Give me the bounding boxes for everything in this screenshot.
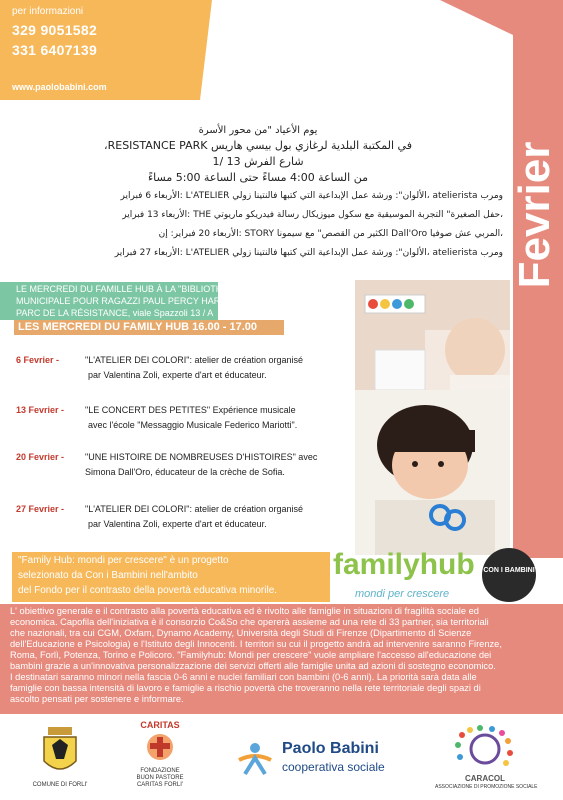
comune-forli-logo: COMUNE DI FORLI': [30, 725, 90, 790]
photo-girl-with-scissors: [355, 390, 510, 555]
location-line-3: PARC DE LA RÉSISTANCE, viale Spazzoli 13 / A: [16, 308, 214, 318]
con-i-bambini-badge: CON I BAMBINI: [482, 548, 536, 602]
paolo-babini-name: Paolo Babini: [282, 740, 379, 757]
arabic-event-4: ومرب atelierista ،الألوان": ورشة عمل الإبداعية التي كتبها فالنتينا زولي L'ATELIER :الأربعاء 27 فبراير: [114, 248, 503, 258]
event-desc-2: avec l'école "Messaggio Musicale Federico Mariotti".: [88, 420, 298, 430]
event-title-2: "LE CONCERT DES PETITES" Expérience musicale: [85, 405, 296, 415]
location-line-2: MUNICIPALE POUR RAGAZZI PAUL PERCY HARRIS",: [16, 296, 241, 306]
project-line-2: selezionato da Con i Bambini nell'ambito: [18, 570, 198, 581]
event-date-4: 27 Fevrier -: [16, 504, 65, 514]
description-line-2: economica. Capofila dell'iniziativa è il consorzio Co&So che opererà assieme ad una rete di 33 partner, sia territoriali: [10, 617, 489, 627]
info-label: per informazioni: [12, 6, 84, 17]
arabic-event-3: ،المربي عش صوفيا Dall'Oro الكثير من القصص" مع سيمونا STORY :الأربعاء 20 فبراير: إن: [158, 229, 503, 239]
arabic-line-3: شارع الفرش 13 /1: [212, 155, 304, 168]
phone-number-1: 329 9051582: [12, 22, 98, 38]
event-date-2: 13 Fevrier -: [16, 405, 65, 415]
event-date-1: 6 Fevrier -: [16, 355, 60, 365]
familyhub-logo: familyhub: [333, 548, 475, 581]
paolo-babini-icon: [235, 738, 275, 778]
familyhub-tagline: mondi per crescere: [355, 588, 450, 600]
month-title: Fevrier: [510, 141, 559, 289]
paolo-babini-subtitle: cooperativa sociale: [282, 760, 385, 774]
arabic-event-1: ومرب atelierista ،الألوان": ورشة عمل الإبداعية التي كتبها فالنتينا زولي L'ATELIER :الأربعاء 6 فبراير: [120, 191, 503, 201]
description-line-5: Roma, Forlì, Potenza, Torino e Policoro. "Familyhub: Mondi per crescere" vuole ampliare l'accesso all'educazione dei: [10, 650, 492, 660]
schedule-title: LES MERCREDI DU FAMILY HUB 16.00 - 17.00: [18, 321, 258, 333]
description-line-1: L' obiettivo generale e il contrasto alla povertà educativa ed è rivolto alle famiglie in situazioni di fragilità sociale ed: [10, 606, 479, 616]
phone-number-2: 331 6407139: [12, 42, 98, 58]
arabic-line-2: في المكتبة البلدية لرغازي بول بيسي هاريس RESISTANCE PARK،: [104, 139, 412, 152]
arabic-line-1: يوم الأعياد "من محور الأسرة: [198, 125, 318, 136]
project-line-3: del Fondo per il contrasto della povertà educativa minorile.: [18, 585, 278, 596]
caritas-logo: CARITAS FONDAZIONE BUON PASTORE CARITAS FORLI': [136, 720, 184, 788]
event-desc-3: Simona Dall'Oro, éducateur de la crèche de Sofia.: [85, 467, 285, 477]
description-line-7: I destinatari saranno minori nella fascia 0-6 anni e nuclei familiari con bambini (0-6 anni). La priorità sarà data alle: [10, 672, 477, 682]
event-desc-1: par Valentina Zoli, experte d'art et éducateur.: [88, 370, 267, 380]
description-line-4: dell'Educazione e Psicologia) e l'Istituto degli Innocenti. I territori su cui il progetto andrà ad intervenire saranno Firenze,: [10, 639, 502, 649]
event-title-1: "L'ATELIER DEI COLORI": atelier de création organisé: [85, 355, 304, 365]
project-line-1: "Family Hub: mondi per crescere" è un progetto: [18, 555, 229, 566]
event-title-4: "L'ATELIER DEI COLORI": atelier de création organisé: [85, 504, 304, 514]
description-line-8: famiglie con bassa intensità di lavoro e famiglie a rischio povertà che troveranno nella rete territoriale degli spazi di: [10, 683, 481, 693]
website-link[interactable]: www.paolobabini.com: [12, 82, 107, 92]
event-title-3: "UNE HISTOIRE DE NOMBREUSES D'HISTOIRES" avec: [85, 452, 318, 462]
description-line-3: che nazionali, tra cui CGM, Oxfam, Dynamo Academy, Università degli Studi di Firenze (Dipartimento di Scienze: [10, 628, 472, 638]
arabic-line-4: من الساعة 4:00 مساءً حتى الساعة 5:00 مساءً: [148, 171, 368, 184]
arabic-event-2: ،حفل الصغيرة" التجربة الموسيقية مع سكول ميوزيكال رسالة فيدريكو ماريوتي THE :الأربعاء 13 فبراير: [122, 210, 503, 220]
event-date-3: 20 Fevrier -: [16, 452, 65, 462]
caracol-logo: CARACOL ASSOCIAZIONE DI PROMOZIONE SOCIALE: [440, 725, 530, 795]
description-line-9: ascolto pensati per sostenere e informare.: [10, 694, 184, 704]
description-line-6: bambini grazie a un'innovativa personalizzazione dei servizi offerti alle famiglie unita ad azioni di sostegno economico.: [10, 661, 496, 671]
location-line-1: LE MERCREDI DU FAMILLE HUB À LA "BIBLIOTHÈQUE: [16, 284, 248, 294]
event-desc-4: par Valentina Zoli, experte d'art et éducateur.: [88, 519, 267, 529]
